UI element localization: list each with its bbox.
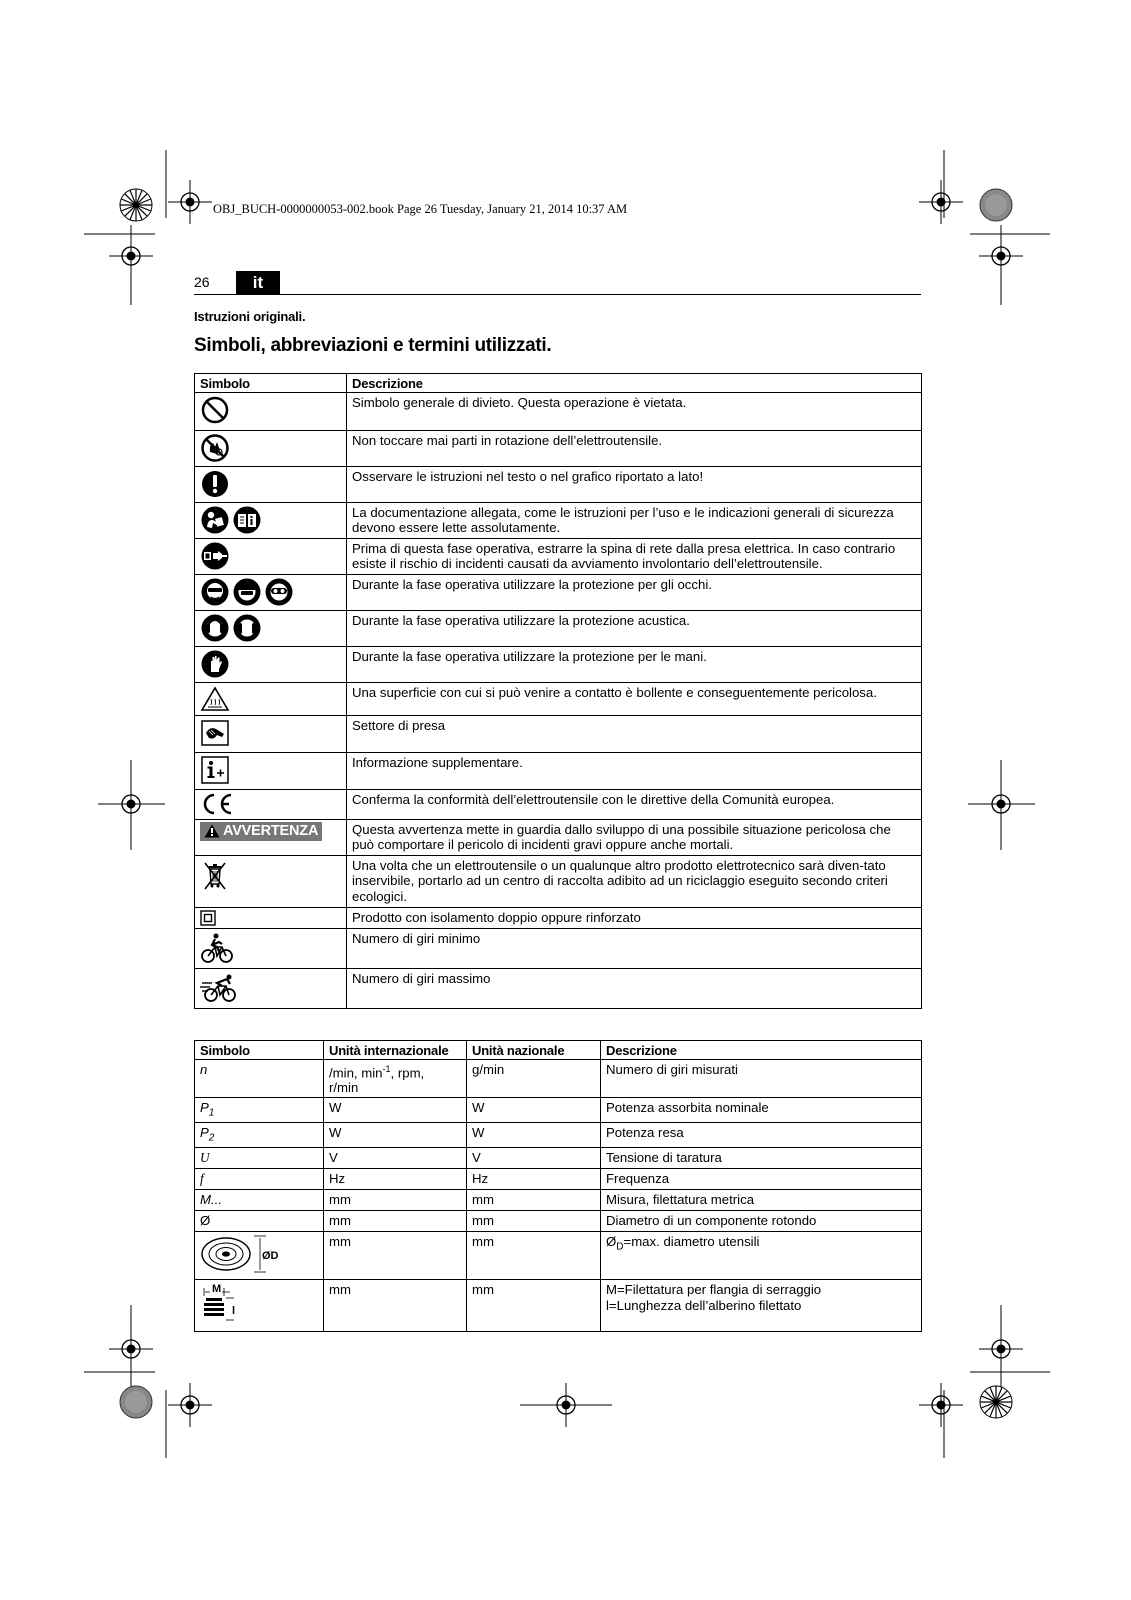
description-cell: Frequenza — [601, 1169, 922, 1190]
language-tab: it — [236, 271, 280, 294]
table-row — [195, 1232, 922, 1280]
national-unit-cell: W — [467, 1123, 601, 1148]
table-row — [195, 789, 922, 819]
column-header-description: Descrizione — [601, 1041, 922, 1060]
row-description: Una volta che un elettroutensile o un qualunque altro prodotto elettrotecnico sarà diven-tato inservibile, portarlo ad un centro di raccolta adibito ad un riciclaggio eseguito secondo criteri ecologici. — [347, 855, 922, 907]
description-cell: Diametro di un componente rotondo — [601, 1211, 922, 1232]
face-shield-icon — [232, 577, 262, 607]
column-header-description: Descrizione — [347, 374, 922, 393]
national-unit-cell: mm — [467, 1280, 601, 1332]
original-instructions-note: Istruzioni originali. — [194, 309, 306, 324]
table-row — [195, 855, 922, 907]
row-description: Simbolo generale di divieto. Questa operazione è vietata. — [347, 392, 922, 430]
symbol-cell: U — [195, 1148, 324, 1169]
thread-l-label: l — [232, 1305, 236, 1318]
prohibition-icon — [200, 395, 230, 425]
table-row — [195, 466, 922, 502]
table-row — [195, 1148, 922, 1169]
thread-diagram-icon — [200, 1282, 260, 1326]
symbol-cell: Ø — [195, 1211, 324, 1232]
table-row — [195, 538, 922, 574]
description-cell: Potenza assorbita nominale — [601, 1097, 922, 1122]
row-description: Non toccare mai parti in rotazione dell’elettroutensile. — [347, 430, 922, 466]
row-description: La documentazione allegata, come le istruzioni per l’uso e le indicazioni generali di sicurezza devono essere lette assolutamente. — [347, 502, 922, 538]
international-unit-cell: W — [324, 1123, 467, 1148]
international-unit-cell: mm — [324, 1280, 467, 1332]
table-row — [195, 1169, 922, 1190]
file-info-header: OBJ_BUCH-0000000053-002.book Page 26 Tuesday, January 21, 2014 10:37 AM — [213, 202, 628, 216]
table-row — [195, 392, 922, 430]
disc-diameter-label: ØD — [262, 1250, 279, 1263]
symbol-cell — [195, 1232, 324, 1280]
weee-bin-icon — [200, 860, 230, 892]
table-row — [195, 1123, 922, 1148]
table-row — [195, 646, 922, 682]
page-number: 26 — [194, 274, 210, 290]
header-rule — [194, 294, 921, 295]
symbol-cell: $P_1$ — [195, 1097, 324, 1122]
row-description: Questa avvertenza mette in guardia dallo sviluppo di una possibile situazione pericolosa che può comportare il pericolo di incidenti gravi oppure anche mortali. — [347, 819, 922, 855]
international-unit-cell: mm — [324, 1190, 467, 1211]
description-cell: $Ø_D=\max$. diametro utensili — [601, 1232, 922, 1280]
table-row — [195, 1280, 922, 1332]
description-cell: Misura, filettatura metrica — [601, 1190, 922, 1211]
table-row — [195, 430, 922, 466]
row-description: Durante la fase operativa utilizzare la protezione per gli occhi. — [347, 574, 922, 610]
table-row — [195, 574, 922, 610]
read-manual-book-icon — [232, 505, 262, 535]
row-description: Osservare le istruzioni nel testo o nel grafico riportato a lato! — [347, 466, 922, 502]
eye-protection-icon — [200, 577, 230, 607]
international-unit-cell: Hz — [324, 1169, 467, 1190]
symbol-cell — [195, 1280, 324, 1332]
symbols-table — [194, 373, 922, 1009]
table-row — [195, 1097, 922, 1122]
warning-triangle-icon — [204, 824, 220, 838]
national-unit-cell: g/min — [467, 1059, 601, 1097]
hand-protection-icon — [200, 649, 230, 679]
ear-muffs-icon — [232, 613, 262, 643]
column-header-symbol: Simbolo — [195, 1041, 324, 1060]
description-cell: M=Filettatura per flangia di serraggio l=Lunghezza dell’alberino filettato — [601, 1280, 922, 1332]
goggles-icon — [264, 577, 294, 607]
national-unit-cell: W — [467, 1097, 601, 1122]
thread-m-label: M — [212, 1283, 222, 1296]
table-row — [195, 502, 922, 538]
unplug-icon — [200, 541, 230, 571]
table-header-row — [195, 374, 922, 393]
row-description: Numero di giri minimo — [347, 928, 922, 968]
min-speed-cyclist-icon — [200, 931, 234, 965]
international-unit-cell: mm — [324, 1232, 467, 1280]
exclamation-icon — [200, 469, 230, 499]
grip-area-icon — [200, 718, 230, 748]
description-cell: Tensione di taratura — [601, 1148, 922, 1169]
national-unit-cell: V — [467, 1148, 601, 1169]
description-cell: Numero di giri misurati — [601, 1059, 922, 1097]
column-header-national-unit: Unità nazionale — [467, 1041, 601, 1060]
row-description: Prima di questa fase operativa, estrarre la spina di rete dalla presa elettrica. In caso contrario esiste il rischio di incidenti causati da avviamento involontario dell’elettroutensile. — [347, 538, 922, 574]
row-description: Numero di giri massimo — [347, 968, 922, 1008]
table-row — [195, 968, 922, 1008]
max-speed-cyclist-icon — [200, 971, 240, 1005]
table-row — [195, 1190, 922, 1211]
read-manual-person-icon — [200, 505, 230, 535]
info-icon — [200, 755, 230, 785]
international-unit-cell: mm — [324, 1211, 467, 1232]
symbol-cell: M... — [195, 1190, 324, 1211]
table-row — [195, 907, 922, 928]
table-row — [195, 1059, 922, 1097]
national-unit-cell: Hz — [467, 1169, 601, 1190]
page-title: Simboli, abbreviazioni e termini utilizzati. — [194, 335, 552, 356]
disc-diameter-icon — [200, 1234, 280, 1274]
units-table — [194, 1040, 922, 1332]
table-header-row — [195, 1041, 922, 1060]
column-header-symbol: Simbolo — [195, 374, 347, 393]
column-header-international-unit: Unità internazionale — [324, 1041, 467, 1060]
row-description: Prodotto con isolamento doppio oppure rinforzato — [347, 907, 922, 928]
table-row — [195, 682, 922, 715]
row-description: Durante la fase operativa utilizzare la protezione per le mani. — [347, 646, 922, 682]
row-description: Informazione supplementare. — [347, 752, 922, 789]
symbol-cell: $P_2$ — [195, 1123, 324, 1148]
international-unit-cell: V — [324, 1148, 467, 1169]
hot-surface-icon — [200, 685, 230, 713]
ear-protection-icon — [200, 613, 230, 643]
warning-badge-label: AVVERTENZA — [223, 822, 319, 839]
ce-mark-icon — [200, 792, 234, 816]
table-row — [195, 715, 922, 752]
table-row — [195, 819, 922, 855]
row-description: Durante la fase operativa utilizzare la protezione acustica. — [347, 610, 922, 646]
table-row — [195, 752, 922, 789]
symbol-cell: f — [195, 1169, 324, 1190]
national-unit-cell: mm — [467, 1211, 601, 1232]
table-row — [195, 610, 922, 646]
row-description: Conferma la conformità dell’elettroutensile con le direttive della Comunità europea. — [347, 789, 922, 819]
international-unit-cell: /min, $\min^{-1}$, rpm, r/min — [324, 1059, 467, 1097]
row-description: Una superficie con cui si può venire a contatto è bollente e conseguentemente pericolosa. — [347, 682, 922, 715]
warning-badge — [200, 822, 322, 842]
national-unit-cell: mm — [467, 1232, 601, 1280]
table-row — [195, 928, 922, 968]
table-row — [195, 1211, 922, 1232]
row-description: Settore di presa — [347, 715, 922, 752]
double-insulation-icon — [200, 910, 216, 926]
symbol-cell: n — [195, 1059, 324, 1097]
national-unit-cell: mm — [467, 1190, 601, 1211]
description-cell: Potenza resa — [601, 1123, 922, 1148]
no-touch-rotating-parts-icon — [200, 433, 230, 463]
international-unit-cell: W — [324, 1097, 467, 1122]
